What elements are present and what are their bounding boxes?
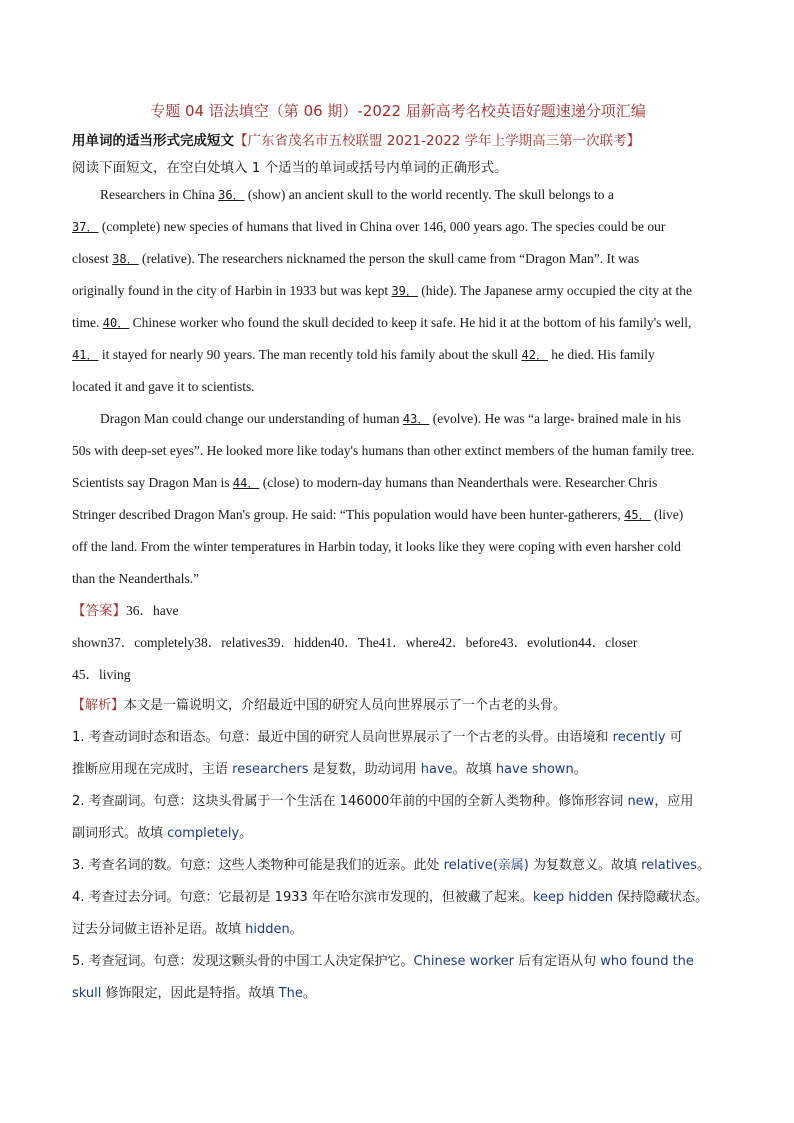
analysis-line: skull 修饰限定，因此是特指。故填 The。 xyxy=(72,986,316,1001)
blank-38[interactable]: 38． xyxy=(112,252,139,266)
passage-line: than the Neanderthals.” xyxy=(72,571,200,586)
passage-line: 37． (complete) new species of humans that lived in China over 146, 000 years ago. The species could be our xyxy=(72,219,666,234)
passage-line: Scientists say Dragon Man is 44． (close) to modern-day humans than Neanderthals were. Researcher Chris xyxy=(72,475,658,490)
passage-line: Stringer described Dragon Man's group. He said: “This population would have been hunter-gatherers, 45． (live) xyxy=(72,507,684,522)
passage-line: off the land. From the winter temperatures in Harbin today, it looks like they were coping with even harsher cold xyxy=(72,539,681,554)
passage-line: 50s with deep-set eyes”. He looked more like today's humans than other extinct members of the human family tree. xyxy=(72,443,695,458)
passage-line: Dragon Man could change our understanding of human 43． (evolve). He was “a large- brained male in his xyxy=(100,411,682,426)
analysis-label: 【解析】 xyxy=(72,698,125,713)
blank-43[interactable]: 43． xyxy=(402,412,430,426)
document-title: 专题 04 语法填空（第 06 期）-2022 届新高考名校英语好题速递分项汇编 xyxy=(150,102,646,120)
analysis-line: 4. 考查过去分词。句意：它最初是 1933 年在哈尔滨市发现的，但被藏了起来。keep hidden 保持隐藏状态。 xyxy=(72,890,709,905)
passage-line: located it and gave it to scientists. xyxy=(72,379,255,394)
blank-45[interactable]: 45． xyxy=(624,508,651,522)
analysis-summary: 【解析】本文是一篇说明文，介绍最近中国的研究人员向世界展示了一个古老的头骨。 xyxy=(72,698,567,713)
blank-39[interactable]: 39． xyxy=(391,284,418,298)
blank-40[interactable]: 40． xyxy=(102,316,130,330)
answer-line: 【答案】36．have xyxy=(72,603,179,619)
answer-label: 【答案】 xyxy=(72,603,126,619)
passage-line: Researchers in China 36． (show) an ancient skull to the world recently. The skull belongs to a xyxy=(100,187,614,202)
question-source xyxy=(72,129,640,149)
answer-section xyxy=(72,595,724,691)
passage-line: time. 40． Chinese worker who found the skull decided to keep it safe. He hid it at the bottom of his family's well, xyxy=(72,315,692,330)
analysis-line: 过去分词做主语补足语。故填 hidden。 xyxy=(72,922,303,937)
answer-line: shown37．completely38．relatives39．hidden40．The41．where42．before43．evolution44．closer xyxy=(72,635,638,650)
analysis-line: 推断应用现在完成时，主语 researchers 是复数，助动词用 have。故填 have shown。 xyxy=(72,762,587,777)
passage-line: originally found in the city of Harbin in 1933 but was kept 39． (hide). The Japanese army occupied the city at the xyxy=(72,283,693,298)
instruction: 阅读下面短文，在空白处填入 1 个适当的单词或括号内单词的正确形式。 xyxy=(72,160,508,176)
answer-line: 45．living xyxy=(72,667,131,682)
blank-37[interactable]: 37． xyxy=(72,220,99,234)
source-reference: 【广东省茂名市五校联盟 2021-2022 学年上学期高三第一次联考】 xyxy=(234,133,641,149)
analysis-line: 3. 考查名词的数。句意：这些人类物种可能是我们的近亲。此处 relative(亲属) 为复数意义。故填 relatives。 xyxy=(72,858,710,873)
blank-36[interactable]: 36． xyxy=(218,188,245,202)
blank-41[interactable]: 41． xyxy=(72,348,99,362)
analysis-line: 副词形式。故填 completely。 xyxy=(72,826,253,841)
analysis-section xyxy=(72,690,724,1010)
analysis-line: 5. 考查冠词。句意：发现这颗头骨的中国工人决定保护它。Chinese worker 后有定语从句 who found the xyxy=(72,954,694,969)
task-type: 用单词的适当形式完成短文 xyxy=(72,133,234,149)
analysis-line: 1. 考查动词时态和语态。句意：最近中国的研究人员向世界展示了一个古老的头骨。由语境和 recently 可 xyxy=(72,730,683,745)
analysis-line: 2. 考查副词。句意：这块头骨属于一个生活在 146000年前的中国的全新人类物种。修饰形容词 new，应用 xyxy=(72,794,694,809)
blank-44[interactable]: 44． xyxy=(232,476,260,490)
passage-line: 41． it stayed for nearly 90 years. The man recently told his family about the skull 42． he died. His family xyxy=(72,347,655,362)
passage-line: closest 38． (relative). The researchers nicknamed the person the skull came from “Dragon Man”. It was xyxy=(72,251,640,266)
passage xyxy=(72,179,724,595)
blank-42[interactable]: 42． xyxy=(521,348,548,362)
